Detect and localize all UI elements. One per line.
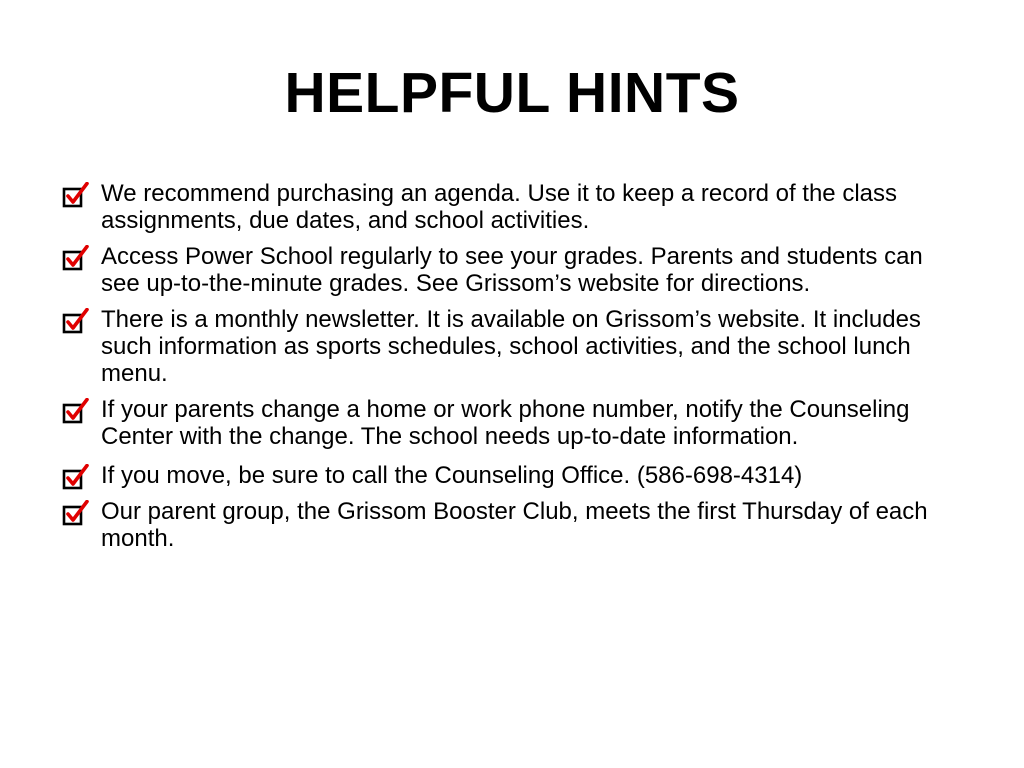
hint-text: There is a monthly newsletter. It is available on Grissom’s website. It includes such information as sports schedules, school activities, and the school lunch menu. xyxy=(101,306,921,387)
checked-checkbox-icon xyxy=(62,182,90,208)
hint-item xyxy=(60,396,960,450)
hint-text: If you move, be sure to call the Counseling Office. (586-698-4314) xyxy=(101,462,803,489)
hint-text: We recommend purchasing an agenda. Use it to keep a record of the class assignments, due dates, and school activities. xyxy=(101,180,897,234)
hint-item xyxy=(60,180,960,234)
hint-text: If your parents change a home or work phone number, notify the Counseling Center with the change. The school needs up-to-date information. xyxy=(101,396,910,450)
checked-checkbox-icon xyxy=(62,500,90,526)
hints-list xyxy=(60,180,960,561)
checked-checkbox-icon xyxy=(62,398,90,424)
hint-item xyxy=(60,498,960,552)
hint-item xyxy=(60,462,960,489)
checked-checkbox-icon xyxy=(62,464,90,490)
hint-text: Our parent group, the Grissom Booster Club, meets the first Thursday of each month. xyxy=(101,498,928,552)
slide-title: HELPFUL HINTS xyxy=(284,61,740,125)
checked-checkbox-icon xyxy=(62,308,90,334)
hint-item xyxy=(60,243,960,297)
hint-text: Access Power School regularly to see your grades. Parents and students can see up-to-the-minute grades. See Grissom’s website for directions. xyxy=(101,243,923,297)
checked-checkbox-icon xyxy=(62,245,90,271)
hint-item xyxy=(60,306,960,387)
